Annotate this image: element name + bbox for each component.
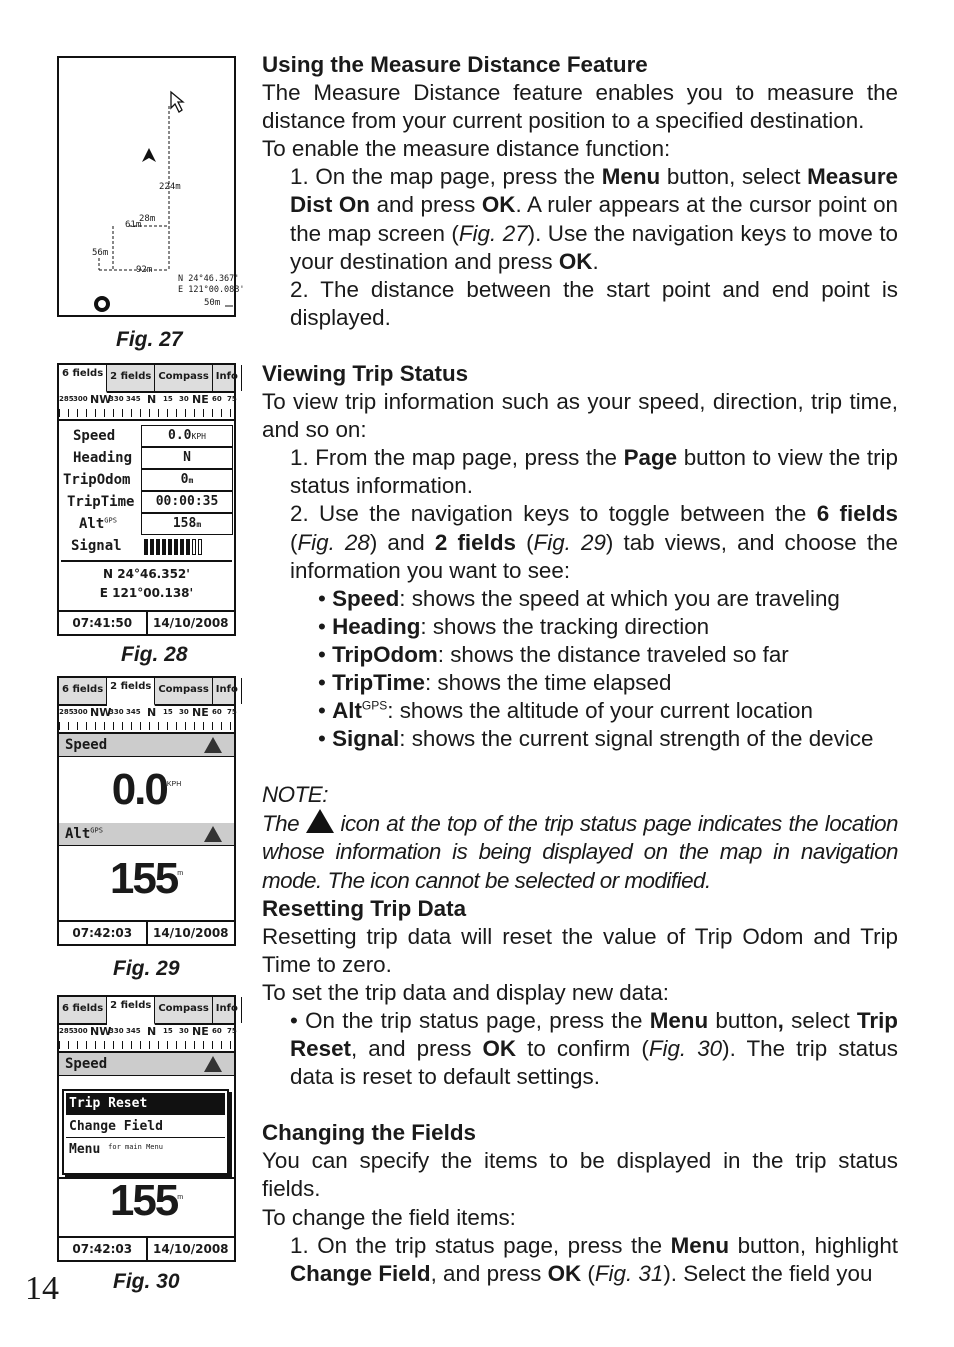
signal-bar-segment [168, 539, 172, 555]
field1-label: Speed [65, 1056, 108, 1072]
popup-menu [62, 1089, 229, 1175]
field-label: Alt$^{GPS}$ [79, 515, 117, 532]
compass-label: 330 [109, 708, 124, 716]
compass-label: N [147, 1025, 157, 1038]
compass-ticks [59, 722, 234, 730]
paragraph: Resetting trip data will reset the value of Trip Odom and Trip Time to zero. [262, 923, 898, 977]
figure-30-menu-screen [57, 995, 236, 1262]
field1-header [59, 734, 234, 757]
tab-info[interactable]: Info [213, 997, 242, 1023]
signal-strength-bar [141, 536, 233, 556]
section-title-change-fields: Changing the Fields [262, 1120, 476, 1146]
tab-info[interactable]: Info [213, 365, 242, 391]
tab-2-fields[interactable]: 2 fields [107, 678, 155, 706]
compass-label: 330 [109, 1027, 124, 1035]
map-scale-label: 50m [204, 298, 221, 308]
tab-2-fields[interactable]: 2 fields [107, 365, 155, 391]
compass-label: 345 [126, 708, 141, 716]
field-label: TripTime [67, 493, 135, 510]
section-title-reset-trip: Resetting Trip Data [262, 895, 467, 921]
compass-label: NE [192, 1025, 209, 1038]
compass-ticks [59, 1041, 234, 1049]
field2-label: Alt$^{GPS}$ [65, 826, 103, 842]
coordinate-north: N 24°46.367' [178, 274, 240, 284]
field-value: 158m [141, 513, 233, 535]
distance-label-92m: 92m [136, 265, 153, 275]
compass-label: NE [192, 706, 209, 719]
signal-bar-segment [150, 539, 154, 555]
clock-time: 07:42:03 [59, 1238, 148, 1260]
field-value: 0m [141, 469, 233, 491]
compass-strip [59, 1025, 237, 1053]
cursor-arrow-icon [171, 92, 183, 112]
date: 14/10/2008 [152, 616, 229, 630]
coordinate-east: E 121°00.088' [178, 285, 245, 295]
compass-label: 285 [59, 1027, 74, 1035]
compass-label: 30 [179, 395, 189, 403]
compass-label: 60 [212, 1027, 222, 1035]
compass-label: 285 [59, 708, 74, 716]
compass-label: N [147, 393, 157, 406]
tab-compass[interactable]: Compass [155, 997, 212, 1023]
compass-strip [59, 706, 237, 734]
signal-bar-segment [192, 539, 196, 555]
signal-bar-segment [174, 539, 178, 555]
signal-bar-segment [162, 539, 166, 555]
compass-label: 15 [163, 708, 173, 716]
field2-unit: m [177, 870, 184, 877]
figure-29-two-fields-screen [57, 676, 236, 946]
figure-27-caption: Fig. 27 [116, 328, 183, 351]
compass-rose-icon [94, 296, 110, 312]
field-row-heading [59, 447, 234, 468]
paragraph: To change the field items: [262, 1204, 516, 1230]
tab-compass[interactable]: Compass [155, 678, 212, 704]
field-row-speed [59, 425, 234, 446]
compass-label: 75 [227, 1027, 237, 1035]
compass-label: 300 [73, 708, 88, 716]
bullet-item: • Speed: shows the speed at which you are traveling [318, 585, 840, 611]
note-label: NOTE: [262, 782, 328, 808]
step-1: 1. From the map page, press the Page button to view the trip status information. [290, 445, 898, 499]
field2-value-box [59, 1177, 234, 1223]
signal-bar-segment [180, 539, 184, 555]
compass-label: NW [90, 706, 112, 719]
compass-label: 15 [163, 395, 173, 403]
bullet-item: • TripTime: shows the time elapsed [318, 669, 672, 695]
compass-label: 60 [212, 708, 222, 716]
step-1: 1. On the map page, press the Menu button, select Measure Dist On and press OK. A ruler appears at the cursor point on the map screen (Fig. 27). Use the navigation keys to move to your destination and press OK. [290, 164, 899, 274]
paragraph: To view trip information such as your speed, direction, trip time, and so on: [262, 389, 898, 443]
figure-28-caption: Fig. 28 [121, 643, 188, 666]
figure-29-caption: Fig. 29 [113, 957, 180, 980]
tab-bar [59, 997, 238, 1025]
figure-27-map-screen [57, 56, 245, 317]
field-label: Heading [73, 449, 133, 466]
compass-label: NW [90, 393, 112, 406]
field-value: 00:00:35 [141, 491, 233, 513]
field-label: TripOdom [63, 471, 131, 488]
fields-grid [59, 421, 234, 556]
paragraph: To set the trip data and display new data: [262, 979, 670, 1005]
step-1: 1. On the trip status page, press the Menu button, highlight Change Field, and press OK (Fig. 31). Select the field you [290, 1232, 899, 1286]
field1-header [59, 1053, 234, 1076]
tab-6-fields[interactable]: 6 fields [59, 365, 107, 393]
compass-label: 60 [212, 395, 222, 403]
field-row-signal [59, 535, 234, 556]
signal-bar-segment [198, 539, 202, 555]
coordinate-box [61, 560, 232, 603]
bullet-item: • TripOdom: shows the distance traveled so far [318, 641, 789, 667]
paragraph: The Measure Distance feature enables you to measure the distance from your current position to a specified destination. [262, 80, 898, 134]
note-text: The icon at the top of the trip status page indicates the location whose information is being displayed on the map in navigation mode. The icon cannot be selected or modified. [262, 811, 898, 893]
bullet-item: • Signal: shows the current signal strength of the device [318, 726, 874, 752]
tab-6-fields[interactable]: 6 fields [59, 678, 107, 704]
figure-30-caption: Fig. 30 [113, 1270, 180, 1293]
field-row-triptime [59, 491, 234, 512]
field1-label: Speed [65, 737, 108, 753]
distance-label-224m: 224m [159, 182, 181, 192]
tab-2-fields[interactable]: 2 fields [107, 997, 155, 1025]
step-2: 2. The distance between the start point and end point is displayed. [290, 276, 898, 330]
field2-value: 155 [109, 854, 178, 903]
figure-28-six-fields-screen [57, 363, 236, 636]
tab-compass[interactable]: Compass [155, 365, 212, 391]
status-footer [59, 1236, 234, 1260]
status-footer [59, 610, 234, 634]
distance-label-56m: 56m [92, 248, 109, 258]
position-arrow-icon [142, 148, 156, 162]
field-value: 0.0KPH [141, 425, 233, 447]
text-column [262, 51, 898, 1288]
section-title-measure-distance: Using the Measure Distance Feature [262, 52, 648, 77]
distance-label-28m: 28m [139, 214, 156, 224]
field1-value: 0.0 [111, 765, 167, 814]
section-title-trip-status: Viewing Trip Status [262, 360, 469, 386]
compass-label: 330 [109, 395, 124, 403]
field1-value-box [59, 757, 234, 823]
menu-hint: for main Menu [108, 1143, 163, 1151]
field1-unit: KPH [166, 781, 182, 788]
menu-item-trip-reset[interactable]: Trip Reset [66, 1093, 225, 1115]
compass-label: 30 [179, 1027, 189, 1035]
step-2: 2. Use the navigation keys to toggle between the 6 fields (Fig. 28) and 2 fields (Fig. 29) tab views, and choose the information you want to see: [290, 501, 899, 583]
paragraph: To enable the measure distance function: [262, 136, 671, 162]
field-value: N [141, 447, 233, 469]
field-row-tripodom [59, 469, 234, 490]
compass-label: N [147, 706, 157, 719]
signal-bar-segment [144, 539, 148, 555]
compass-label: NW [90, 1025, 112, 1038]
compass-label: 285 [59, 395, 74, 403]
location-triangle-icon [204, 1056, 222, 1072]
status-footer [59, 920, 234, 944]
compass-label: 345 [126, 1027, 141, 1035]
field-label: Speed [73, 427, 116, 444]
field2-value-box [59, 846, 234, 912]
menu-item-change-field[interactable]: Change Field [66, 1115, 225, 1138]
coordinate-north: N 24°46.352' [103, 567, 190, 581]
signal-bar-segment [186, 539, 190, 555]
clock-time: 07:42:03 [59, 922, 148, 944]
tab-6-fields[interactable]: 6 fields [59, 997, 107, 1023]
date: 14/10/2008 [152, 926, 229, 940]
compass-label: 75 [227, 708, 237, 716]
distance-label-61m: 61m [125, 220, 142, 230]
tab-bar [59, 678, 238, 706]
paragraph: You can specify the items to be displayed in the trip status fields. [262, 1148, 898, 1202]
bullet-item: • Heading: shows the tracking direction [318, 613, 710, 639]
coordinate-east: E 121°00.138' [99, 586, 194, 600]
tab-info[interactable]: Info [213, 678, 242, 704]
compass-label: 75 [227, 395, 237, 403]
compass-label: NE [192, 393, 209, 406]
field2-header [59, 823, 234, 846]
compass-ticks [59, 409, 234, 417]
compass-label: 345 [126, 395, 141, 403]
bullet-item: • Alt$^{GPS}$: shows the altitude of your current location [318, 698, 813, 724]
location-triangle-icon [306, 809, 334, 833]
field2-unit: m [177, 1194, 184, 1201]
field-row-alt [59, 513, 234, 534]
field2-value: 155 [109, 1176, 178, 1225]
compass-label: 300 [73, 1027, 88, 1035]
field-label: Signal [71, 537, 122, 554]
signal-bar-segment [156, 539, 160, 555]
compass-label: 15 [163, 1027, 173, 1035]
compass-strip [59, 393, 237, 421]
location-triangle-icon [204, 737, 222, 753]
menu-item-main-menu[interactable]: Menu $^{for main Menu}$ [69, 1142, 163, 1157]
compass-label: 300 [73, 395, 88, 403]
compass-label: 30 [179, 708, 189, 716]
step-bullet: • On the trip status page, press the Menu button, select Trip Reset, and press OK to confirm (Fig. 30). The trip status data is reset to default settings. [290, 1008, 898, 1090]
clock-time: 07:41:50 [59, 612, 148, 634]
page-number: 14 [25, 1270, 59, 1307]
tab-bar [59, 365, 238, 393]
location-triangle-icon [204, 826, 222, 842]
date: 14/10/2008 [152, 1242, 229, 1256]
